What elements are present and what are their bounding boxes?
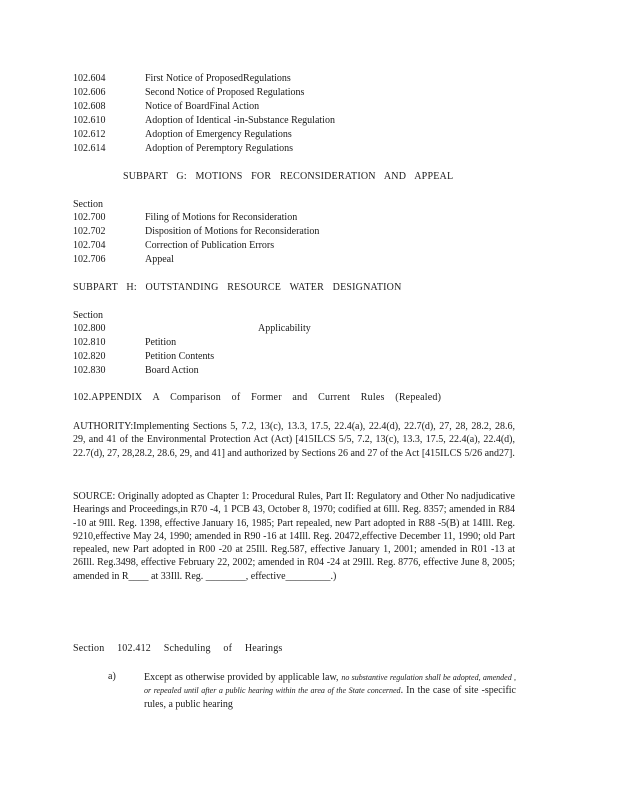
section-number: 102.706 bbox=[73, 254, 106, 265]
section-title: Disposition of Motions for Reconsideration bbox=[145, 226, 320, 237]
section-title: Filing of Motions for Reconsideration bbox=[145, 212, 298, 223]
source-note: SOURCE: Originally adopted as Chapter 1: Procedural Rules, Part II: Regulatory and Other No nadjudicative Hearings and Proceedings,in R70 -4, 1 PCB 43, October 8, 1970; codified at 6Ill. Reg. 8357; amended in R84 -10 at 9Ill. Reg. 1398, effective January 16, 1985; Part repealed, new Part adopted in R88 -5(B) at 14Ill. Reg. 9210,effective May 24, 1990; amended in R90 -16 at 14Ill. Reg. 20472,effective December 11, 1990; old Part repealed, new Part adopted in R00 -20 at 25Ill. Reg.587, effective January 1, 2001; amended in R01 -13 at 26Ill. Reg.3498, effective February 22, 2002; amended in R04 -24 at 29Ill. Reg. 8776, effective June 8, 2005; amended in R____ at 33Ill. Reg. ________, effective_________.) bbox=[73, 491, 515, 582]
section-title: Adoption of Identical -in-Substance Regulation bbox=[145, 115, 335, 126]
toc-subpart-h bbox=[73, 322, 311, 378]
item-a-italic: no substantive regulation shall be adopted, amended , or repealed until after a public hearing within the area of the State concerned bbox=[144, 673, 517, 696]
section-title: Correction of Publication Errors bbox=[145, 240, 275, 251]
section-number: 102.810 bbox=[73, 337, 106, 348]
item-a-start: Except as otherwise provided by applicable law, bbox=[144, 672, 339, 683]
toc-entry bbox=[73, 225, 319, 239]
section-heading: Section 102.412 Scheduling of Hearings bbox=[73, 643, 283, 654]
toc-entry bbox=[73, 114, 335, 128]
section-number: 102.606 bbox=[73, 87, 106, 98]
toc-entry bbox=[73, 142, 335, 156]
toc-top bbox=[73, 72, 335, 156]
section-number: 102.830 bbox=[73, 365, 106, 376]
section-title: Adoption of Peremptory Regulations bbox=[145, 143, 294, 154]
subpart-h-heading: SUBPART H: OUTSTANDING RESOURCE WATER DESIGNATION bbox=[73, 282, 402, 293]
section-number: 102.800 bbox=[73, 323, 106, 334]
toc-entry bbox=[73, 364, 311, 378]
section-label: Section bbox=[73, 310, 103, 321]
section-number: 102.610 bbox=[73, 115, 106, 126]
section-number: 102.704 bbox=[73, 240, 106, 251]
toc-entry bbox=[73, 239, 319, 253]
section-title: Petition Contents bbox=[145, 351, 215, 362]
item-a-end: . In the case of site -specific rules, a public hearing bbox=[144, 685, 516, 710]
toc-entry bbox=[73, 128, 335, 142]
section-title: Second Notice of Proposed Regulations bbox=[145, 87, 305, 98]
toc-entry bbox=[73, 211, 319, 225]
section-number: 102.604 bbox=[73, 73, 106, 84]
item-a-text bbox=[144, 671, 516, 711]
section-title: Appeal bbox=[145, 254, 174, 265]
section-number: 102.608 bbox=[73, 101, 106, 112]
section-number: 102.820 bbox=[73, 351, 106, 362]
toc-entry bbox=[73, 350, 311, 364]
item-marker: a) bbox=[108, 671, 116, 682]
section-number: 102.702 bbox=[73, 226, 106, 237]
section-title: Board Action bbox=[145, 365, 199, 376]
toc-entry bbox=[73, 322, 311, 336]
toc-entry bbox=[73, 336, 311, 350]
subpart-g-heading: SUBPART G: MOTIONS FOR RECONSIDERATION AND APPEAL bbox=[123, 171, 454, 182]
section-title: First Notice of ProposedRegulations bbox=[145, 73, 291, 84]
authority-note: AUTHORITY:Implementing Sections 5, 7.2, 13(c), 13.3, 17.5, 22.4(a), 22.4(d), 22.7(d), 27, 28, 28.2, 28.6, 29, and 41 of the Environmental Protection Act (Act) [415ILCS 5/5, 7.2, 13(c), 13.3, 17.5, 22.4(a), 22.4(d), 22.7(d), 27, 28,28.2, 28.6, 29, and 41] and authorized by Sections 26 and 27 of the Act [415ILCS 5/26 and27]. bbox=[73, 421, 515, 459]
toc-entry bbox=[73, 72, 335, 86]
section-title: Petition bbox=[145, 337, 177, 348]
toc-entry bbox=[73, 86, 335, 100]
toc-entry bbox=[73, 253, 319, 267]
section-number: 102.700 bbox=[73, 212, 106, 223]
toc-entry bbox=[73, 100, 335, 114]
toc-subpart-g bbox=[73, 211, 319, 267]
section-number: 102.614 bbox=[73, 143, 106, 154]
section-title: Applicability bbox=[258, 323, 311, 334]
section-label: Section bbox=[73, 199, 103, 210]
section-number: 102.612 bbox=[73, 129, 106, 140]
section-title: Adoption of Emergency Regulations bbox=[145, 129, 292, 140]
section-title: Notice of BoardFinal Action bbox=[145, 101, 260, 112]
appendix-heading: 102.APPENDIX A Comparison of Former and Current Rules (Repealed) bbox=[73, 392, 442, 403]
